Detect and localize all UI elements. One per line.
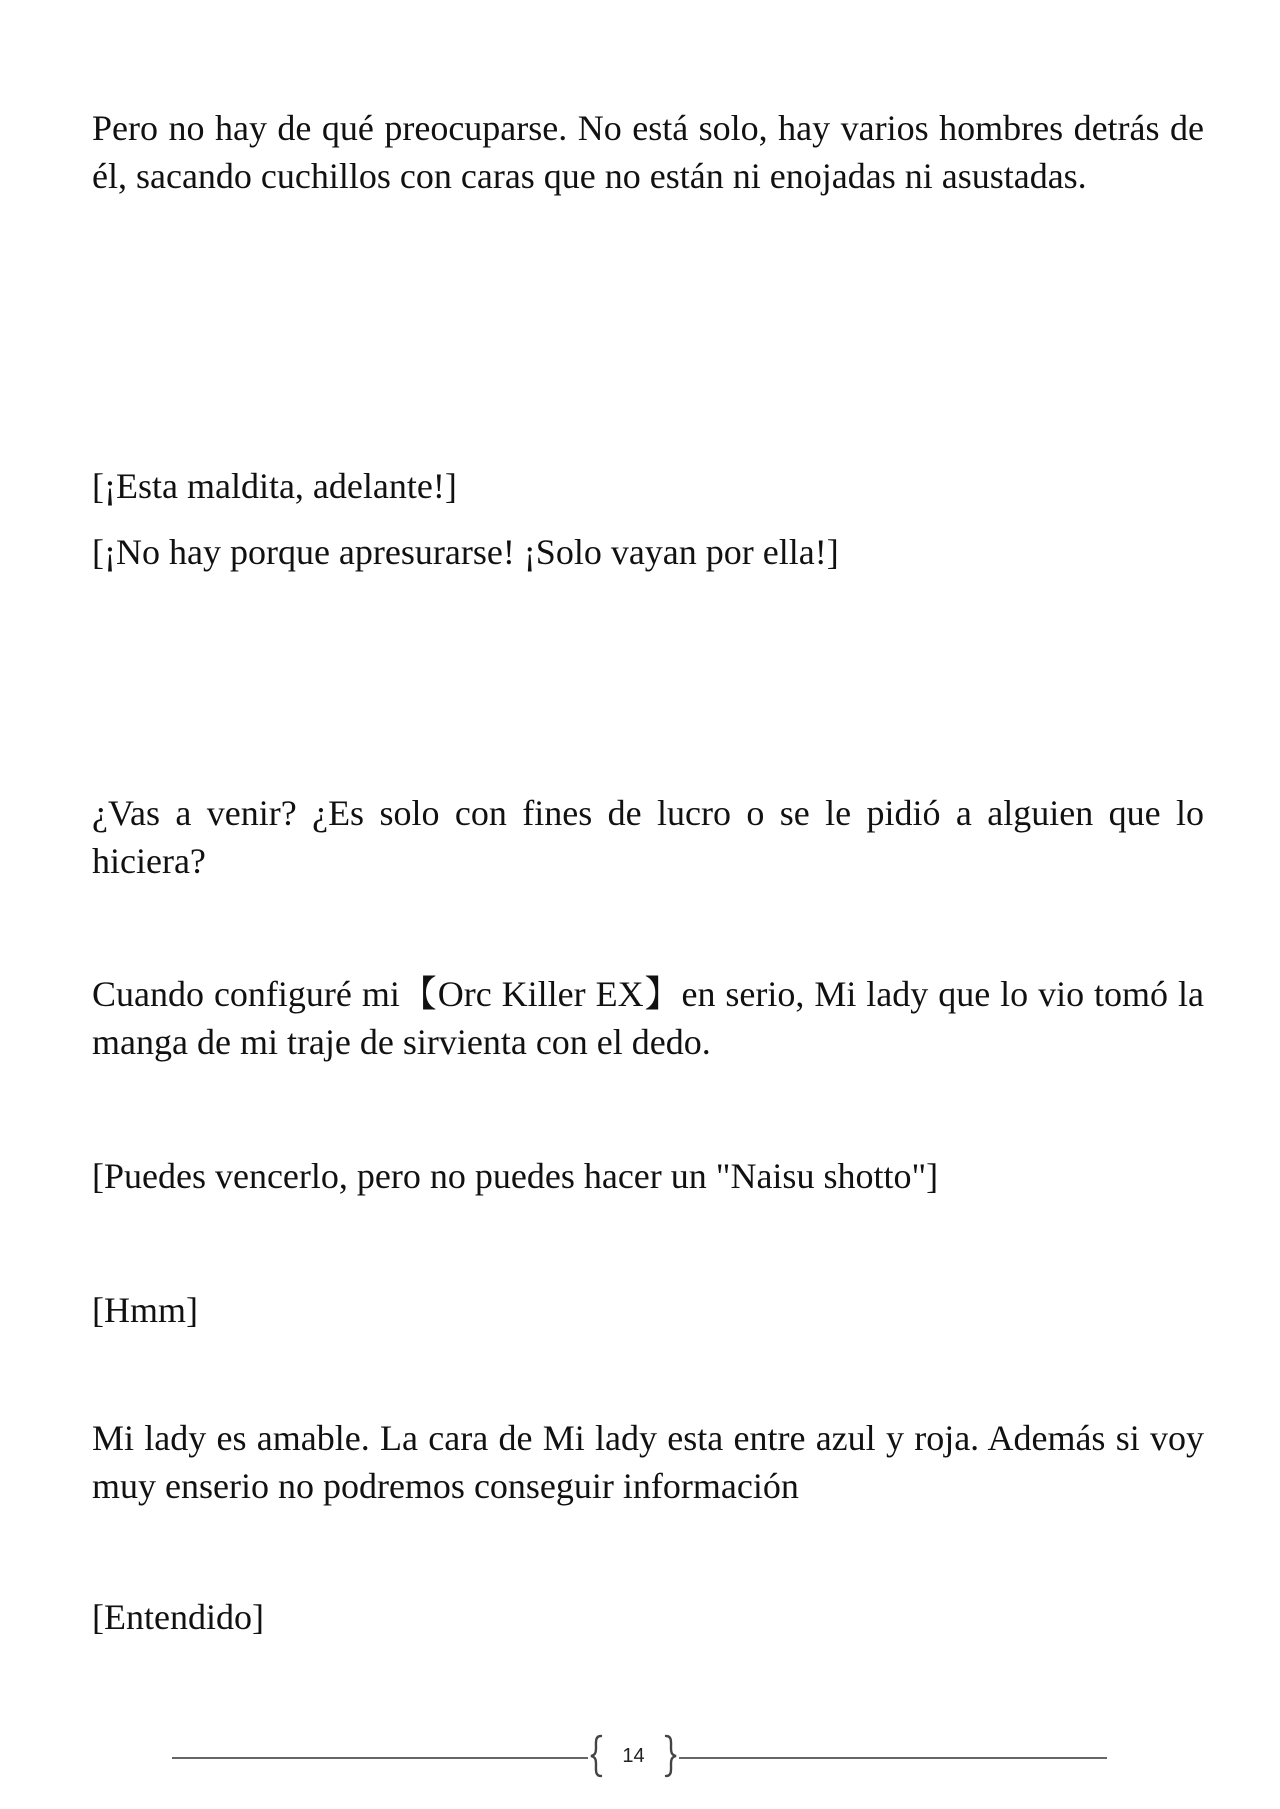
page-footer	[172, 1730, 1107, 1786]
paragraph-6: [Puedes vencerlo, pero no puedes hacer un "Naisu shotto"]	[92, 1156, 939, 1196]
paragraph-3: [¡No hay porque apresurarse! ¡Solo vayan por ella!]	[92, 532, 839, 572]
footer-rule-right	[679, 1757, 1107, 1759]
paragraph-9: [Entendido]	[92, 1597, 264, 1637]
right-brace-icon	[664, 1734, 678, 1778]
page-number-ornament	[589, 1730, 678, 1786]
paragraph-7: [Hmm]	[92, 1290, 198, 1330]
left-brace-icon	[589, 1734, 603, 1778]
paragraph-2: [¡Esta maldita, adelante!]	[92, 466, 457, 506]
footer-rule-left	[172, 1757, 588, 1759]
paragraph-1: Pero no hay de qué preocuparse. No está solo, hay varios hombres detrás de él, sacando cuchillos con caras que no están ni enojadas ni asustadas.	[92, 108, 1204, 196]
paragraph-8: Mi lady es amable. La cara de Mi lady esta entre azul y roja. Además si voy muy enserio no podremos conseguir información	[92, 1418, 1204, 1506]
paragraph-5: Cuando configuré mi【Orc Killer EX】en serio, Mi lady que lo vio tomó la manga de mi traje de sirvienta con el dedo.	[92, 974, 1204, 1062]
page-number: 14	[622, 1745, 645, 1767]
paragraph-4: ¿Vas a venir? ¿Es solo con fines de lucro o se le pidió a alguien que lo hiciera?	[92, 793, 1204, 881]
